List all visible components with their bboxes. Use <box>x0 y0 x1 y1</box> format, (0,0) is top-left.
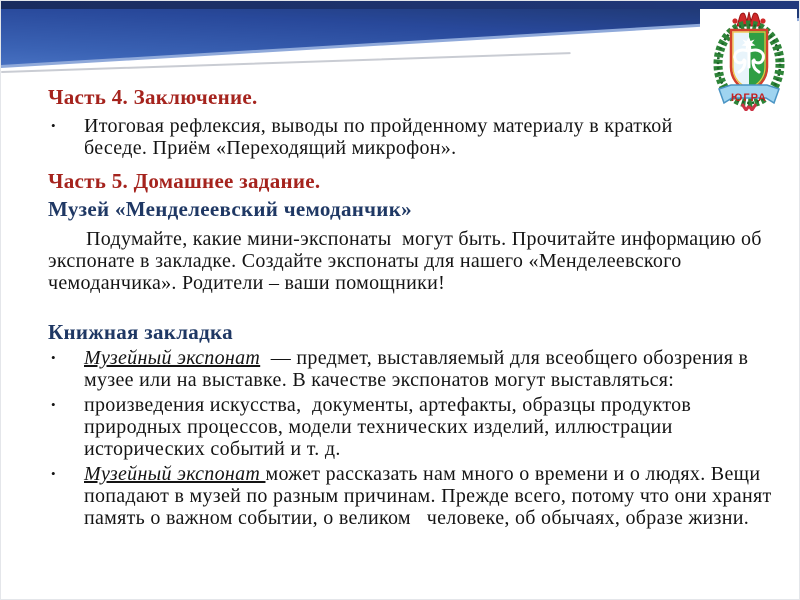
text-line: Подумайте, какие мини-экспонаты могут быть. Прочитайте информацию об <box>86 228 762 250</box>
bullet-item-exhibit-story <box>48 463 772 529</box>
ribbon-banner-icon <box>719 85 779 110</box>
text-line: природных процессов, модели технических изделий, иллюстрации <box>84 416 673 438</box>
band-top-strip <box>1 1 799 9</box>
text-line: произведения искусства, документы, артефакты, образцы продуктов <box>84 394 692 416</box>
bullet-marker: • <box>51 118 56 133</box>
emblem-image <box>701 9 797 111</box>
bullet-item-reflection <box>48 115 762 159</box>
bullet-marker: • <box>51 350 56 365</box>
heading-museum: Музей «Менделеевский чемоданчик» <box>48 197 412 221</box>
text-line: музее или на выставке. В качестве экспонатов могут выставляться: <box>84 369 675 391</box>
bullet-marker: • <box>51 466 56 481</box>
underlined-term: Музейный экспонат <box>84 463 266 485</box>
text-line: экспонате в закладке. Создайте экспонаты для нашего «Менделеевского <box>48 250 682 272</box>
yugra-coat-of-arms <box>700 9 797 111</box>
heading-part5: Часть 5. Домашнее задание. <box>48 169 321 193</box>
heading-part4: Часть 4. Заключение. <box>48 85 258 109</box>
text-run: может рассказать нам много о времени и о людях. Вещи <box>265 463 761 485</box>
underlined-term: Музейный экспонат <box>84 347 261 369</box>
text-line: Итоговая рефлексия, выводы по пройденному материалу в краткой <box>84 115 673 137</box>
text-line <box>84 463 762 485</box>
text-line: память о важном событии, о великом человеке, об обычаях, образе жизни. <box>84 507 750 529</box>
heading-bookmark: Книжная закладка <box>48 320 233 344</box>
text-line <box>84 347 762 369</box>
ribbon-label: ЮГРА <box>730 92 767 104</box>
text-line: беседе. Приём «Переходящий микрофон». <box>84 137 457 159</box>
bullet-item-exhibit-types <box>48 394 762 460</box>
text-run: — предмет, выставляемый для всеобщего обозрения в <box>260 347 749 369</box>
text-line: чемоданчика». Родители – ваши помощники! <box>48 272 446 294</box>
paragraph-intro <box>48 228 762 294</box>
bullet-item-exhibit-definition <box>48 347 762 391</box>
text-line: попадают в музей по разным причинам. Прежде всего, потому что они хранят <box>84 485 772 507</box>
bullet-marker: • <box>51 397 56 412</box>
slide-content <box>48 85 772 529</box>
text-line: исторических событий и т. д. <box>84 438 341 460</box>
